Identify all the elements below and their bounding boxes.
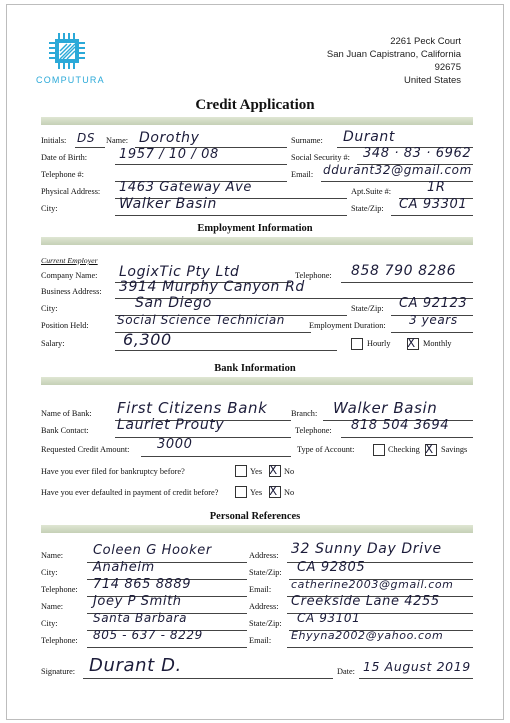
default-yes-label: Yes: [250, 488, 263, 497]
branch-field[interactable]: Walker Basin: [333, 399, 438, 417]
statezip-field[interactable]: CA 93301: [399, 197, 468, 212]
ssn-field[interactable]: 348 · 83 · 6962: [363, 146, 472, 161]
credit-amount-label: Requested Credit Amount:: [41, 445, 130, 454]
bank-heading: Bank Information: [214, 363, 296, 374]
monthly-check-mark: X: [407, 336, 416, 350]
email-label: Email:: [291, 170, 314, 179]
default-no-label: No: [284, 488, 295, 497]
account-type-label: Type of Account:: [297, 445, 355, 454]
ref1-email-field[interactable]: catherine2003@gmail.com: [291, 578, 454, 591]
section-divider: [41, 525, 473, 533]
credit-amount-field[interactable]: 3000: [157, 437, 193, 452]
apt-field[interactable]: 1R: [427, 180, 446, 195]
employer-statezip-label: State/Zip:: [351, 304, 384, 313]
monthly-label: Monthly: [423, 339, 452, 348]
default-question: Have you ever defaulted in payment of credit before?: [41, 488, 219, 497]
surname-label: Surname:: [291, 136, 323, 145]
ssn-label: Social Security #:: [291, 153, 350, 162]
name-field[interactable]: Dorothy: [139, 130, 200, 146]
ref2-name-label: Name:: [41, 602, 64, 611]
ref2-email-label: Email:: [249, 636, 272, 645]
salary-field[interactable]: 6,300: [123, 330, 172, 349]
bank-contact-label: Bank Contact:: [41, 426, 89, 435]
hourly-checkbox[interactable]: [351, 338, 363, 350]
surname-field[interactable]: Durant: [343, 129, 395, 145]
checking-label: Checking: [388, 445, 420, 454]
company-field[interactable]: LogixTic Pty Ltd: [119, 264, 240, 280]
salary-label: Salary:: [41, 339, 65, 348]
ref2-phone-field[interactable]: 805 - 637 - 8229: [93, 628, 203, 642]
ref1-address-label: Address:: [249, 551, 279, 560]
apt-label: Apt.Suite #:: [351, 187, 392, 196]
bankruptcy-yes-label: Yes: [250, 467, 263, 476]
section-divider: [41, 117, 473, 125]
city-field[interactable]: Walker Basin: [119, 196, 217, 212]
ref1-phone-field[interactable]: 714 865 8889: [93, 577, 192, 592]
bankruptcy-no-label: No: [284, 467, 295, 476]
ref1-statezip-field[interactable]: CA 92805: [297, 560, 366, 575]
business-address-field[interactable]: 3914 Murphy Canyon Rd: [119, 279, 305, 295]
ref1-name-label: Name:: [41, 551, 64, 560]
date-label: Date:: [337, 667, 355, 676]
ref2-statezip-field[interactable]: CA 93101: [297, 611, 361, 625]
signature-field[interactable]: Durant D.: [89, 655, 182, 676]
ref2-email-field[interactable]: Ehyyna2002@yahoo.com: [291, 629, 444, 642]
savings-check-mark: X: [425, 442, 434, 456]
position-field[interactable]: Social Science Technician: [117, 313, 285, 327]
employment-heading: Employment Information: [197, 223, 313, 234]
employer-tel-label: Telephone:: [295, 271, 332, 280]
savings-label: Savings: [441, 445, 468, 454]
ref2-address-field[interactable]: Creekside Lane 4255: [291, 594, 440, 609]
ref1-address-field[interactable]: 32 Sunny Day Drive: [291, 541, 442, 557]
default-yes-checkbox[interactable]: [235, 486, 247, 498]
ref1-statezip-label: State/Zip:: [249, 568, 282, 577]
ref1-phone-label: Telephone:: [41, 585, 78, 594]
bank-tel-field[interactable]: 818 504 3694: [351, 418, 450, 433]
initials-field[interactable]: DS: [77, 131, 96, 145]
statezip-label: State/Zip:: [351, 204, 384, 213]
credit-application-page: [6, 4, 504, 720]
business-address-label: Business Address:: [41, 287, 102, 296]
bank-name-label: Name of Bank:: [41, 409, 92, 418]
phone-label: Telephone #:: [41, 170, 84, 179]
ref1-city-label: City:: [41, 568, 58, 577]
duration-field[interactable]: 3 years: [409, 313, 458, 327]
signature-label: Signature:: [41, 667, 76, 676]
checking-checkbox[interactable]: [373, 444, 385, 456]
bankruptcy-no-mark: X: [269, 463, 278, 477]
duration-label: Employment Duration:: [309, 321, 386, 330]
address-field[interactable]: 1463 Gateway Ave: [119, 180, 252, 195]
date-field[interactable]: 15 August 2019: [363, 659, 471, 674]
ref2-statezip-label: State/Zip:: [249, 619, 282, 628]
company-label: Company Name:: [41, 271, 98, 280]
name-label: Name:: [106, 136, 129, 145]
position-label: Position Held:: [41, 321, 89, 330]
branch-label: Branch:: [291, 409, 318, 418]
ref2-phone-label: Telephone:: [41, 636, 78, 645]
bankruptcy-question: Have you ever filed for bankruptcy before?: [41, 467, 185, 476]
employer-statezip-field[interactable]: CA 92123: [399, 296, 468, 311]
chip-icon: [47, 31, 87, 71]
section-divider: [41, 237, 473, 245]
bank-contact-field[interactable]: Lauriet Prouty: [117, 417, 225, 433]
bank-name-field[interactable]: First Citizens Bank: [117, 399, 268, 417]
hourly-label: Hourly: [367, 339, 391, 348]
employer-tel-field[interactable]: 858 790 8286: [351, 263, 457, 279]
default-no-mark: X: [269, 484, 278, 498]
ref1-name-field[interactable]: Coleen G Hooker: [93, 543, 212, 558]
company-logo-text: COMPUTURA: [36, 75, 105, 85]
references-heading: Personal References: [209, 511, 301, 522]
initials-label: Initials:: [41, 136, 67, 145]
bank-tel-label: Telephone:: [295, 426, 332, 435]
ref2-city-label: City:: [41, 619, 58, 628]
employer-city-field[interactable]: San Diego: [135, 295, 212, 311]
page-title: Credit Application: [195, 97, 315, 113]
ref1-email-label: Email:: [249, 585, 272, 594]
ref2-city-field[interactable]: Santa Barbara: [93, 611, 188, 625]
employer-city-label: City:: [41, 304, 58, 313]
email-field[interactable]: ddurant32@gmail.com: [323, 163, 472, 177]
ref2-address-label: Address:: [249, 602, 279, 611]
city-label: City:: [41, 204, 58, 213]
address-label: Physical Address:: [41, 187, 101, 196]
company-address: 2261 Peck Court San Juan Capistrano, California 92675 United States: [326, 36, 461, 86]
current-employer-label: Current Employer: [41, 256, 98, 265]
bankruptcy-yes-checkbox[interactable]: [235, 465, 247, 477]
ref1-city-field[interactable]: Anaheim: [93, 560, 155, 575]
section-divider: [41, 377, 473, 385]
dob-field[interactable]: 1957 / 10 / 08: [119, 147, 219, 162]
ref2-name-field[interactable]: Joey P Smith: [93, 594, 182, 609]
dob-label: Date of Birth:: [41, 153, 88, 162]
